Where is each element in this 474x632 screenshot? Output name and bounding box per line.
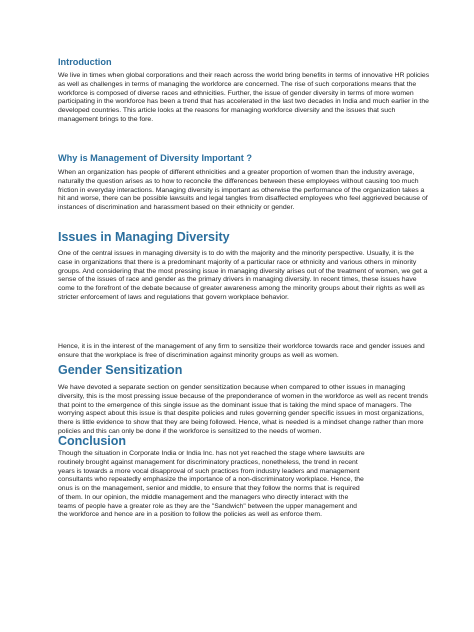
conclusion-line: consultants who repeatedly emphasize the importance of a non-discriminatory workplace. Hence, the <box>58 476 364 484</box>
conclusion-line: of them. In our opinion, the middle management and the managers who directly interact with the <box>58 493 349 501</box>
conclusion-line: Though the situation in Corporate India or India Inc. has not yet reached the stage where lawsuits are <box>58 450 365 457</box>
section-heading-gender-sensitization: Gender Sensitization <box>58 363 183 377</box>
conclusion-line: years is towards a more vocal disapproval of such practices from industry leaders and management <box>58 467 360 475</box>
conclusion-line: the workforce and hence are in a position to follow the policies as well as enforce them. <box>58 511 323 519</box>
section-heading-issues: Issues in Managing Diversity <box>58 230 230 244</box>
paragraph-conclusion <box>58 450 365 520</box>
conclusion-line: onus is on the management, senior and middle, to ensure that they follow the norms that is required <box>58 485 360 492</box>
conclusion-line: routinely brought against management for discriminatory practices, nonetheless, the trend in recent <box>58 458 358 466</box>
conclusion-line: teams of people have a greater role as they are the "Sandwich" between the upper management and <box>58 502 358 510</box>
paragraph-introduction: We live in times when global corporations and their reach across the world bring benefits in terms of innovative HR policies as well as challenges in terms of managing the workforce are concerned. The rise of such corporations means that the workforce is composed of diverse races and ethnicities. Further, the issue of gender diversity in terms of more women participating in the workforce has been a trend that has accelerated in the last two decades in India and much earlier in the developed countries. This article looks at the reasons for managing workforce diversity and the issues that such management brings to the fore. <box>58 72 430 123</box>
paragraph-issues-2: Hence, it is in the interest of the management of any firm to sensitize their workforce towards race and gender issues and ensure that the workplace is free of discrimination against minority groups as well as women. <box>58 343 425 359</box>
section-heading-why-diversity: Why is Management of Diversity Important ? <box>58 153 252 163</box>
paragraph-gender-sensitization: We have devoted a separate section on gender sensitization because when compared to other issues in managing diversity, this is the most pressing issue because of the preponderance of women in the workforce as well as recent trends that point to the emergence of this single issue as the dominant issue that is taking the mind space of managers. The worrying aspect about this issue is that despite policies and rules governing gender specific issues in most organizations, there is little evidence to show that they are being followed. Hence, what is needed is a mindset change rather than more policies and this can only be done if the workforce is sensitized to the needs of women. <box>58 384 428 435</box>
section-heading-introduction: Introduction <box>58 57 112 67</box>
paragraph-issues-1: One of the central issues in managing diversity is to do with the majority and the minority perspective. Usually, it is the case in organizations that there is a predominant majority of a particular race or ethnicity and various others in minority groups. And considering that the most pressing issue in managing diversity arises out of the treatment of women, we get a sense of the issues of race and gender as the primary drivers in managing diversity. In recent times, these issues have come to the forefront of the debate because of greater awareness among the minority groups about their rights as well as stricter enforcement of laws and regulations that govern workplace behavior. <box>58 250 428 301</box>
section-heading-conclusion: Conclusion <box>58 434 127 448</box>
paragraph-why-diversity: When an organization has people of different ethnicities and a greater proportion of women than the industry average, naturally the question arises as to how to reconcile the differences between these employees without causing too much friction in everyday interactions. Managing diversity is important as otherwise the performance of the organization takes a hit and worse, there can be possible lawsuits and legal tangles from disaffected employees who feel aggrieved because of instances of discrimination and harassment based on their ethnicity or gender. <box>58 169 428 211</box>
